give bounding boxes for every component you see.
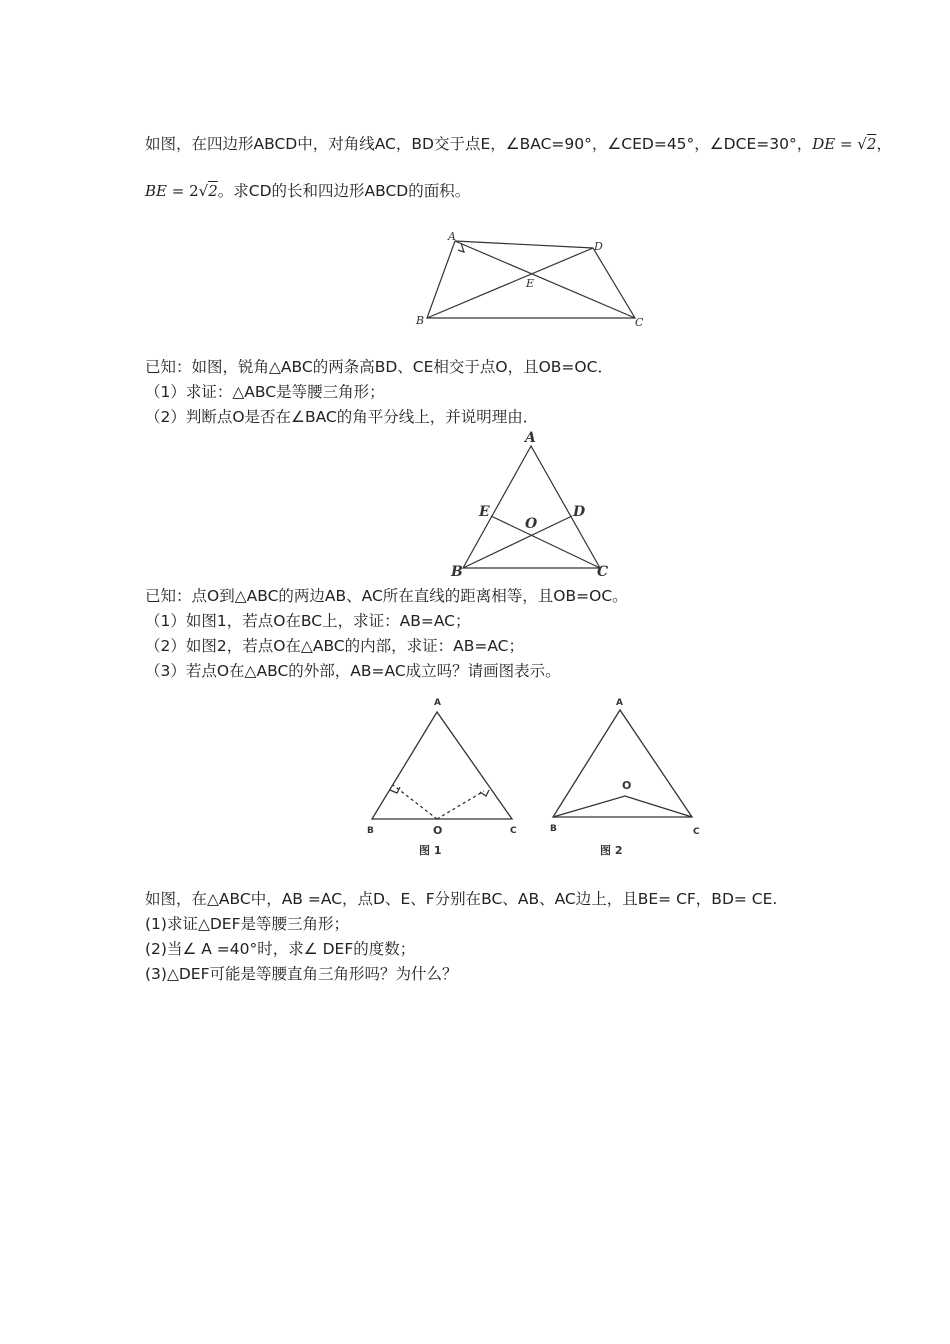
perpendicular-to-ab <box>393 785 437 819</box>
altitude-ce <box>491 516 600 568</box>
label-b: B <box>416 314 425 327</box>
problem4-line2: (1)求证△DEF是等腰三角形； <box>145 915 350 933</box>
label-e: E <box>479 504 490 520</box>
problem2-line2: （1）求证：△ABC是等腰三角形； <box>145 383 385 401</box>
problem4-line4: (3)△DEF可能是等腰直角三角形吗？为什么？ <box>145 965 458 983</box>
problem3-figure2 <box>545 692 710 862</box>
label-d: D <box>573 504 586 520</box>
diagonal-bd <box>427 248 593 318</box>
triangle-abc <box>553 710 692 817</box>
problem1-text-b: 。求CD的长和四边形ABCD的面积。 <box>217 182 471 200</box>
label-b: B <box>550 824 557 834</box>
triangle-abc <box>372 712 512 819</box>
label-a: A <box>448 230 456 243</box>
problem2-figure <box>445 428 620 580</box>
altitude-bd <box>463 516 572 568</box>
segments-ob-oc <box>553 796 692 817</box>
problem3-figure1 <box>362 692 527 862</box>
de-formula: DE = √2 <box>812 135 877 153</box>
label-o: O <box>622 779 632 792</box>
perpendicular-to-ac <box>437 791 484 819</box>
label-c: C <box>510 826 517 836</box>
label-c: C <box>635 316 644 329</box>
problem3-line3: （2）如图2，若点O在△ABC的内部，求证：AB=AC； <box>145 637 525 655</box>
label-o: O <box>433 824 443 837</box>
problem1-text-a: 如图，在四边形ABCD中，对角线AC，BD交于点E，∠BAC=90°，∠CED=45°，∠DCE=30°， <box>145 135 813 153</box>
label-c: C <box>597 564 609 580</box>
problem3-line2: （1）如图1，若点O在BC上，求证：AB=AC； <box>145 612 471 630</box>
be-formula: BE = 2√2 <box>145 182 218 200</box>
problem1-line1: 如图，在四边形ABCD中，对角线AC，BD交于点E，∠BAC=90°，∠CED=45°，∠DCE=30°，DE = √2， <box>145 135 892 153</box>
label-c: C <box>693 827 700 837</box>
problem1-figure <box>410 228 650 333</box>
label-b: B <box>451 564 463 580</box>
problem4-line3: (2)当∠ A =40°时，求∠ DEF的度数； <box>145 940 416 958</box>
problem4-line1: 如图，在△ABC中，AB =AC，点D、E、F分别在BC、AB、AC边上，且BE= CF，BD= CE. <box>145 890 778 908</box>
label-a: A <box>525 430 536 446</box>
right-angle-mark-2 <box>480 790 489 796</box>
problem2-line3: （2）判断点O是否在∠BAC的角平分线上，并说明理由． <box>145 408 539 426</box>
figure1-caption: 图 1 <box>419 844 442 857</box>
figure2-caption: 图 2 <box>600 844 623 857</box>
label-a: A <box>616 698 623 708</box>
label-e: E <box>526 277 535 290</box>
problem3-line1: 已知：点O到△ABC的两边AB、AC所在直线的距离相等，且OB=OC。 <box>145 587 628 605</box>
label-o: O <box>525 516 538 532</box>
label-b: B <box>367 826 374 836</box>
label-d: D <box>594 240 603 253</box>
problem2-line1: 已知：如图，锐角△ABC的两条高BD、CE相交于点O，且OB=OC． <box>145 358 613 376</box>
problem3-line4: （3）若点O在△ABC的外部，AB=AC成立吗？请画图表示。 <box>145 662 561 680</box>
diagonal-ac <box>455 241 635 318</box>
problem1-line2 <box>145 180 470 202</box>
label-a: A <box>434 698 441 708</box>
